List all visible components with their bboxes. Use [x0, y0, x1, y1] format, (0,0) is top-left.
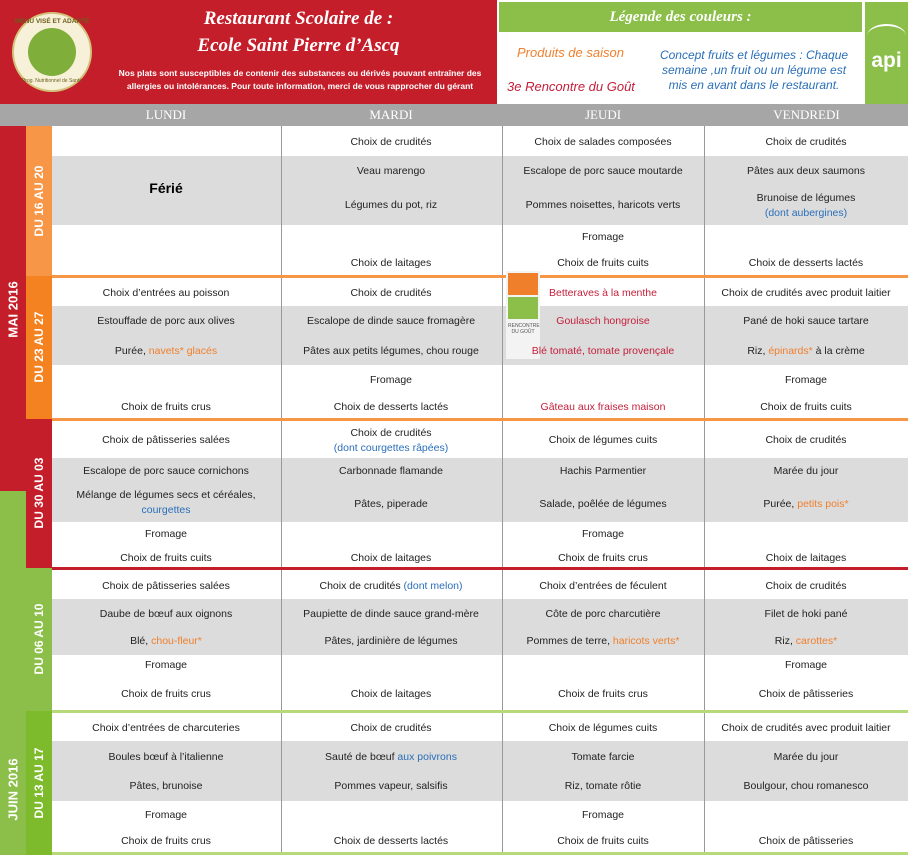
menu-item: Hachis Parmentier [559, 465, 647, 477]
menu-item: Choix d’entrées de charcuteries [92, 722, 240, 734]
menu-item: Pâtes, piperade [354, 498, 428, 510]
api-logo [865, 2, 908, 104]
menu-item: Choix de crudités [765, 580, 847, 592]
month-label-mai: MAI 2016 [5, 281, 21, 338]
menu-item: Côte de porc charcutière [545, 608, 661, 620]
menu-item: Choix d’entrées au poisson [102, 287, 230, 299]
menu-item: Mélange de légumes secs et céréales, [76, 489, 256, 501]
menu-item: Escalope de porc sauce cornichons [83, 465, 249, 477]
week-label-2: DU 23 AU 27 [32, 311, 46, 383]
ferie-label: Férié [149, 180, 183, 196]
legend-concept: Concept fruits et légumes : Chaque semaine ,un fruit ou un légume est mis en avant dans le restaurant. [659, 48, 849, 92]
api-logo-text: api [871, 49, 902, 72]
week-label-3: DU 30 AU 03 [32, 457, 46, 529]
menu-item: Brunoise de légumes [756, 192, 856, 204]
menu-item-gout: Betteraves à la menthe [549, 287, 657, 299]
menu-item: Fromage [784, 374, 827, 386]
menu-item: Carbonnade flamande [339, 465, 443, 477]
menu-vise-logo [12, 12, 92, 92]
menu-item: Choix de fruits crus [558, 688, 648, 700]
menu-item: Purée, navets* glacés [114, 345, 218, 357]
menu-item: Choix de crudités [765, 136, 847, 148]
header-banner [0, 0, 497, 104]
menu-item: Filet de hoki pané [764, 608, 848, 620]
menu-item: Paupiette de dinde sauce grand-mère [303, 608, 479, 620]
menu-item: Marée du jour [773, 465, 839, 477]
menu-item: Fromage [144, 809, 187, 821]
menu-item: Choix d’entrées de féculent [539, 580, 667, 592]
menu-item-gout: Blé tomaté, tomate provençale [531, 345, 675, 357]
menu-item: Estouffade de porc aux olives [97, 315, 235, 327]
menu-item: Choix de pâtisseries salées [102, 580, 230, 592]
menu-item: Choix de fruits crus [121, 835, 211, 847]
logo-subtext: Prog. Nutritionnel de Santé [21, 78, 83, 84]
menu-item: Pommes noisettes, haricots verts [525, 199, 681, 211]
page-title-line2: Ecole Saint Pierre d’Ascq [197, 35, 400, 56]
menu-item: Choix de desserts lactés [333, 401, 449, 413]
menu-item: Choix de pâtisseries salées [102, 434, 230, 446]
menu-item: Choix de pâtisseries [758, 835, 854, 847]
menu-item: Choix de crudités [350, 427, 432, 439]
menu-item: Tomate farcie [571, 751, 635, 763]
menu-item: Choix de crudités [350, 722, 432, 734]
day-header-mardi: MARDI [281, 104, 501, 126]
menu-item: Choix de fruits crus [121, 688, 211, 700]
menu-item: Riz, épinards* à la crème [747, 345, 865, 357]
week-separator [52, 275, 908, 278]
menu-item: Choix de crudités [350, 136, 432, 148]
menu-item-gout: Goulasch hongroise [556, 315, 650, 327]
menu-item: Escalope de porc sauce moutarde [523, 165, 683, 177]
menu-item: Choix de desserts lactés [748, 257, 864, 269]
menu-item: Choix de salades composées [534, 136, 672, 148]
menu-item: Pommes de terre, haricots verts* [526, 635, 680, 647]
menu-item: Fromage [581, 231, 624, 243]
menu-item: Pommes vapeur, salsifis [334, 780, 448, 792]
menu-item: Choix de légumes cuits [548, 434, 658, 446]
menu-item: Choix de fruits crus [558, 552, 648, 564]
week-label-1: DU 16 AU 20 [32, 165, 46, 237]
menu-item: Fromage [144, 659, 187, 671]
menu-item: Légumes du pot, riz [344, 199, 438, 211]
grid-line [704, 126, 705, 855]
api-arc-icon [867, 24, 906, 48]
allergy-notice: Nos plats sont susceptibles de contenir des substances ou dérivés pouvant entraîner des allergies ou intolérances. Pour toute information, merci de vous rapprocher du gérant [118, 68, 482, 91]
menu-item: Choix de laitages [765, 552, 847, 564]
menu-item: Choix de laitages [350, 688, 432, 700]
menu-item: Fromage [369, 374, 412, 386]
day-header-vendredi: VENDREDI [705, 104, 908, 126]
menu-item: Pâtes, brunoise [129, 780, 203, 792]
menu-item: Riz, carottes* [774, 635, 838, 647]
menu-item: Choix de fruits cuits [760, 401, 852, 413]
menu-item: Boules bœuf à l’italienne [108, 751, 224, 763]
menu-item: Daube de bœuf aux oignons [99, 608, 233, 620]
month-label-juin: JUIN 2016 [5, 758, 21, 821]
menu-item-concept: courgettes [141, 504, 191, 516]
week-label-4: DU 06 AU 10 [32, 603, 46, 675]
menu-item: Choix de laitages [350, 257, 432, 269]
menu-item-concept: (dont courgettes râpées) [333, 442, 449, 454]
menu-item: Choix de fruits cuits [557, 835, 649, 847]
menu-item-concept: (dont aubergines) [764, 207, 848, 219]
menu-item: Choix de fruits cuits [557, 257, 649, 269]
menu-item: Choix de crudités (dont melon) [319, 580, 463, 592]
menu-item: Choix de fruits crus [121, 401, 211, 413]
menu-item: Fromage [144, 528, 187, 540]
legend-gout: 3e Rencontre du Goût [507, 79, 635, 94]
menu-item: Marée du jour [773, 751, 839, 763]
menu-item: Purée, petits pois* [763, 498, 849, 510]
menu-item: Choix de crudités [765, 434, 847, 446]
menu-item: Choix de pâtisseries [758, 688, 854, 700]
menu-item: Choix de crudités avec produit laitier [721, 722, 891, 734]
menu-item: Sauté de bœuf aux poivrons [325, 751, 457, 763]
menu-item: Choix de laitages [350, 552, 432, 564]
menu-item: Fromage [581, 809, 624, 821]
menu-item: Choix de desserts lactés [333, 835, 449, 847]
menu-item: Veau marengo [356, 165, 426, 177]
menu-item: Riz, tomate rôtie [564, 780, 642, 792]
menu-item: Choix de crudités [350, 287, 432, 299]
grid-line [281, 126, 282, 855]
week-separator [52, 567, 908, 570]
apple-icon [28, 28, 76, 76]
menu-item-gout: Gâteau aux fraises maison [540, 401, 666, 413]
week-separator [52, 710, 908, 713]
menu-item: Escalope de dinde sauce fromagère [306, 315, 476, 327]
menu-item: Choix de fruits cuits [120, 552, 212, 564]
menu-item: Fromage [581, 528, 624, 540]
logo-text: MENU VISÉ ET ADAPTÉ [14, 18, 90, 25]
page-title-line1: Restaurant Scolaire de : [203, 8, 394, 29]
menu-item: Choix de crudités avec produit laitier [721, 287, 891, 299]
week-label-5: DU 13 AU 17 [32, 747, 46, 819]
menu-item: Fromage [784, 659, 827, 671]
week-separator [52, 418, 908, 421]
menu-item: Boulgour, chou romanesco [743, 780, 869, 792]
menu-item: Pâtes, jardinière de légumes [324, 635, 458, 647]
day-header-lundi: LUNDI [52, 104, 280, 126]
gout-logo-text: RENCONTRE DU GOÛT [508, 323, 540, 335]
menu-item: Pâtes aux petits légumes, chou rouge [303, 345, 479, 357]
menu-item: Blé, chou-fleur* [130, 635, 202, 647]
menu-item: Choix de légumes cuits [548, 722, 658, 734]
legend-season: Produits de saison [517, 45, 624, 60]
menu-item: Salade, poêlée de légumes [539, 498, 667, 510]
menu-item: Pané de hoki sauce tartare [743, 315, 869, 327]
legend-title: Légende des couleurs : [499, 2, 862, 32]
menu-item: Pâtes aux deux saumons [747, 165, 865, 177]
day-header-jeudi: JEUDI [502, 104, 704, 126]
